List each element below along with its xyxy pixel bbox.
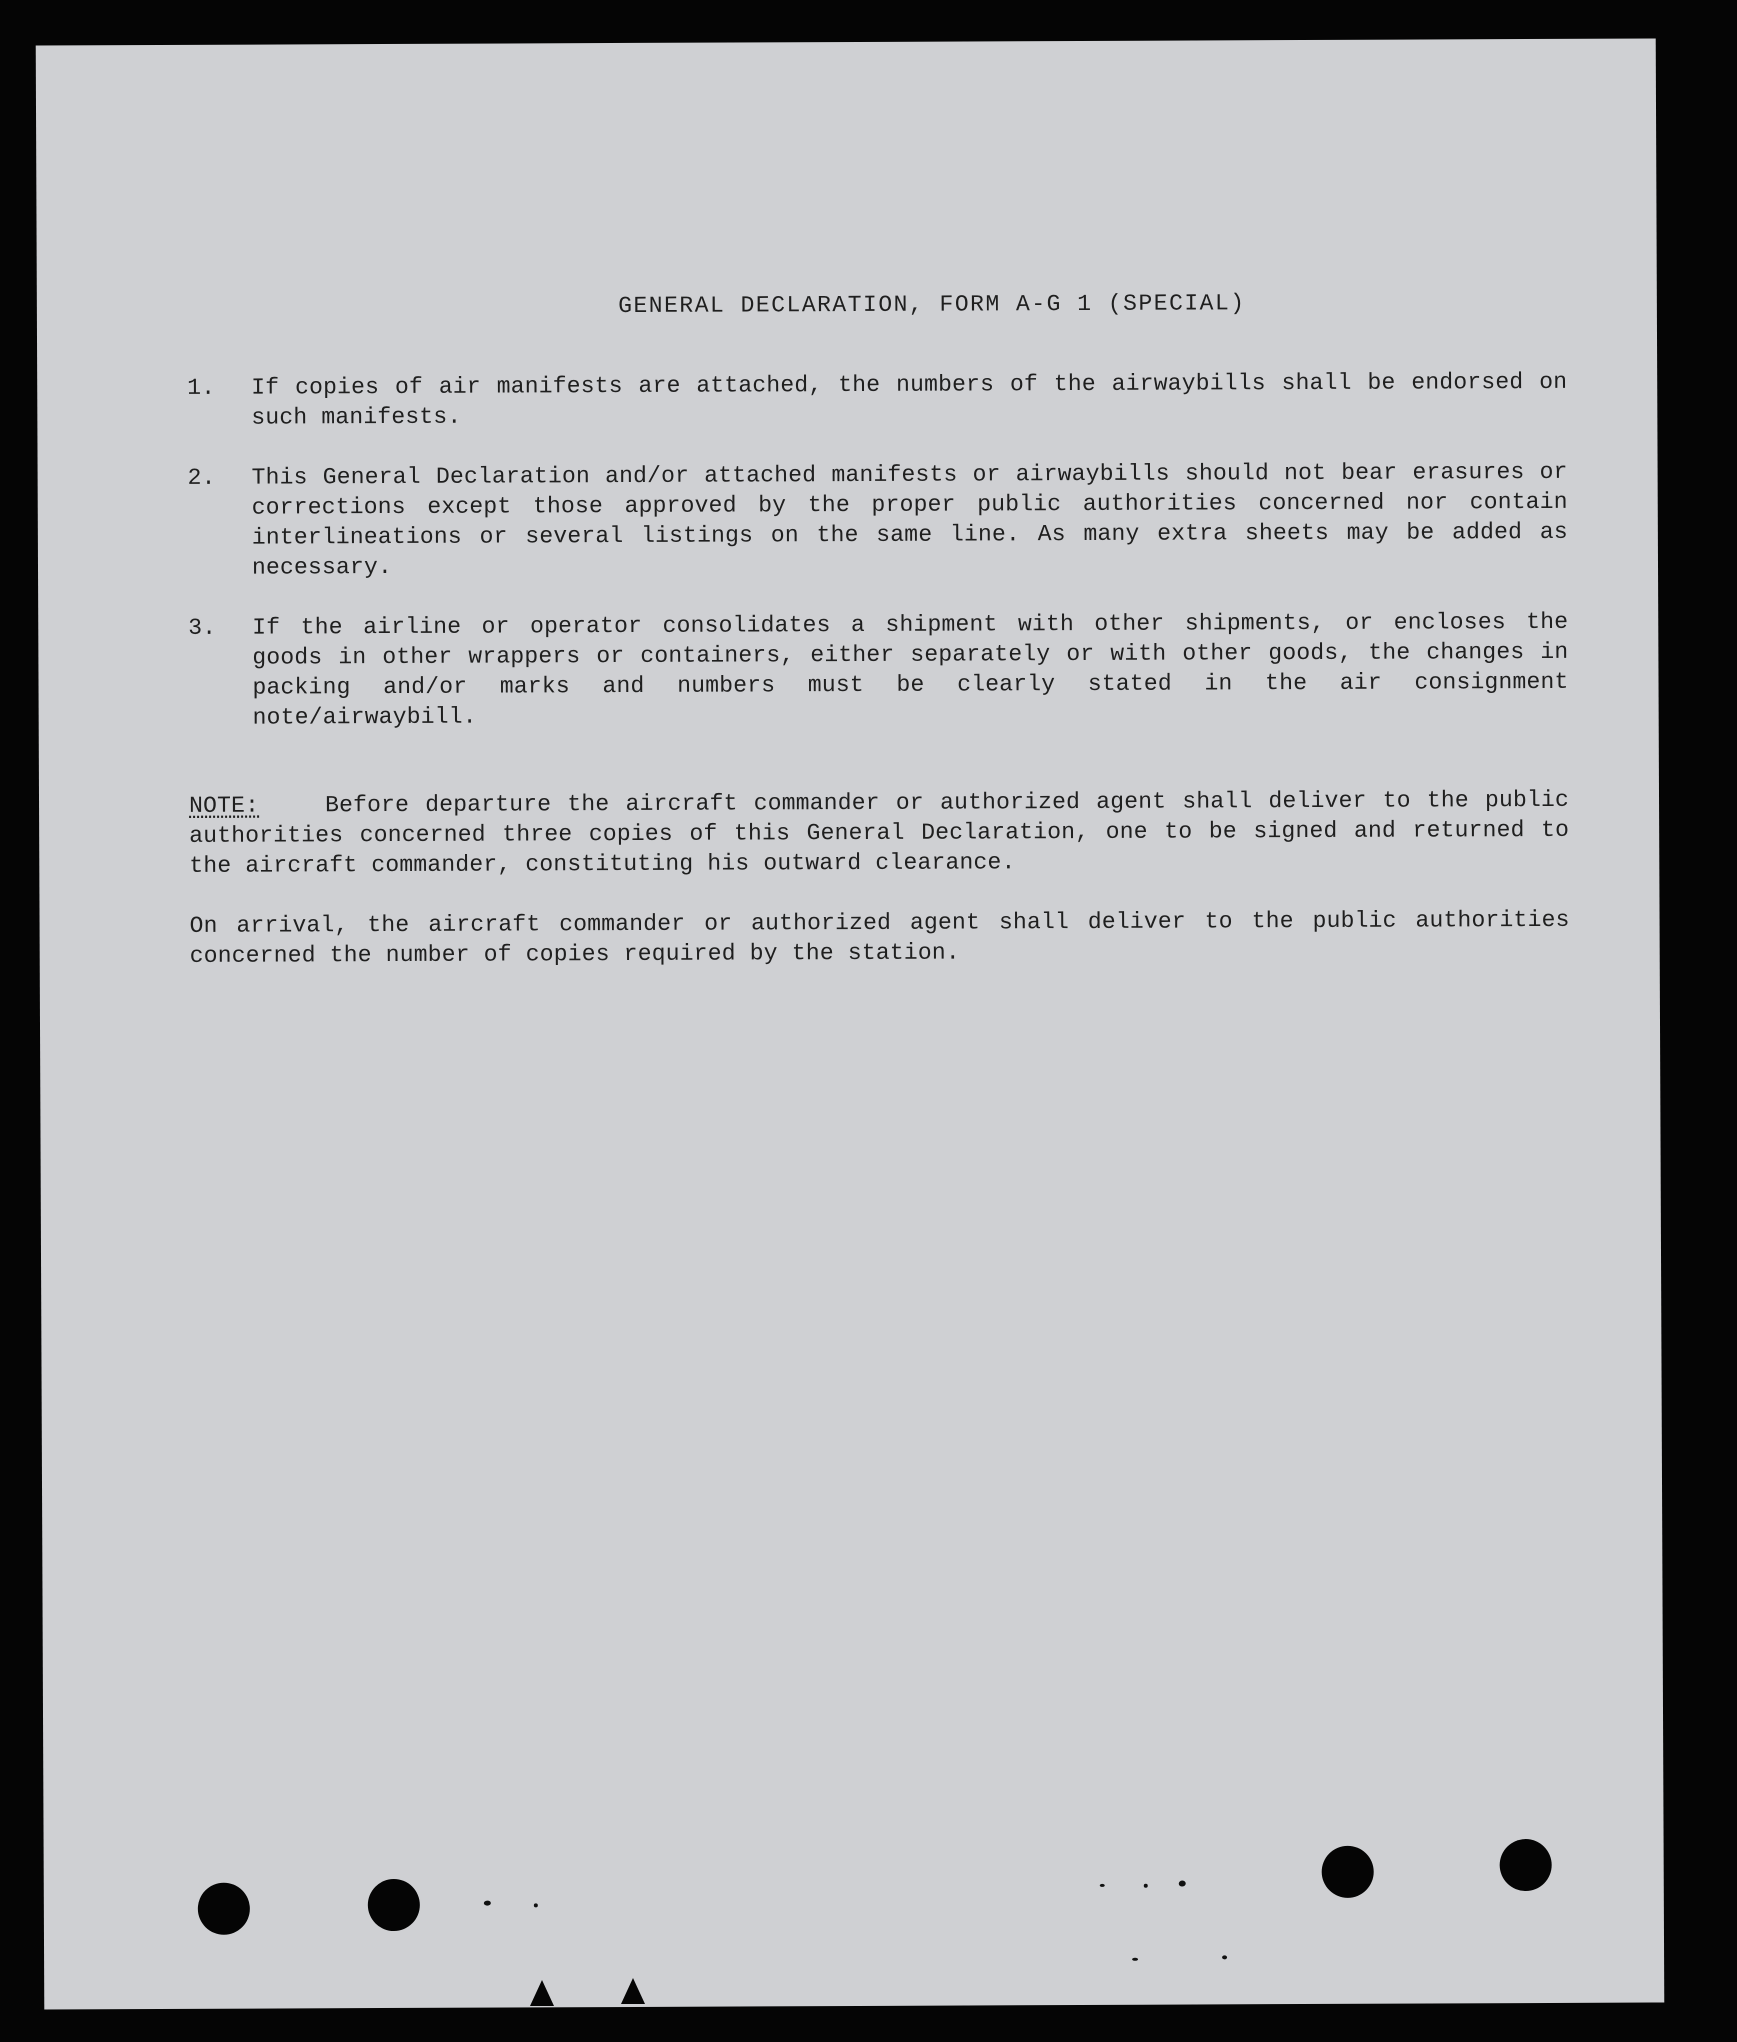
- list-item: [188, 457, 1569, 583]
- item-text: If the airline or operator consolidates a shipment with other shipments, or encloses the goods in other wrappers or containers, either separately or with other goods, the changes in packing and/or marks and numbers must be clearly stated in the air consignment note/airwaybill.: [252, 608, 1569, 731]
- document-title: GENERAL DECLARATION, FORM A-G 1 (SPECIAL): [618, 290, 1246, 320]
- item-number: 2.: [187, 464, 216, 491]
- punch-hole: [1322, 1846, 1374, 1898]
- arrival-paragraph: On arrival, the aircraft commander or authorized agent shall deliver to the public authorities concerned the number of copies required by the station.: [189, 906, 1570, 969]
- note-text: Before departure the aircraft commander or authorized agent shall deliver to the public authorities concerned three copies of this General Declaration, one to be signed and returned to the aircraft commander, constituting his outward clearance.: [189, 786, 1570, 879]
- note-label: NOTE:: [188, 792, 260, 819]
- punch-hole: [198, 1883, 250, 1935]
- list-item: [187, 367, 1567, 433]
- edge-notch: [530, 1980, 554, 2006]
- speck: [484, 1901, 491, 1906]
- speck: [1132, 1958, 1138, 1961]
- punch-hole: [368, 1879, 420, 1931]
- item-number: 3.: [188, 614, 217, 641]
- speck: [1144, 1884, 1148, 1888]
- punch-hole: [1500, 1839, 1552, 1891]
- speck: [534, 1903, 538, 1907]
- instruction-list: [187, 367, 1569, 733]
- document-body: [187, 287, 1570, 971]
- item-text: If copies of air manifests are attached, the numbers of the airwaybills shall be endorsed on such manifests.: [251, 368, 1568, 431]
- speck: [1222, 1955, 1227, 1959]
- edge-notch: [621, 1978, 645, 2004]
- speck: [1100, 1884, 1105, 1887]
- item-number: 1.: [187, 374, 216, 401]
- speck: [1179, 1881, 1186, 1887]
- item-text: This General Declaration and/or attached manifests or airwaybills should not bear erasures or corrections except those approved by the proper public authorities concerned nor contain interlineations or several listings on the same line. As many extra sheets may be added as necessary.: [251, 458, 1568, 581]
- document-page: [36, 38, 1665, 2009]
- list-item: [188, 607, 1569, 733]
- note-paragraph: [189, 785, 1569, 881]
